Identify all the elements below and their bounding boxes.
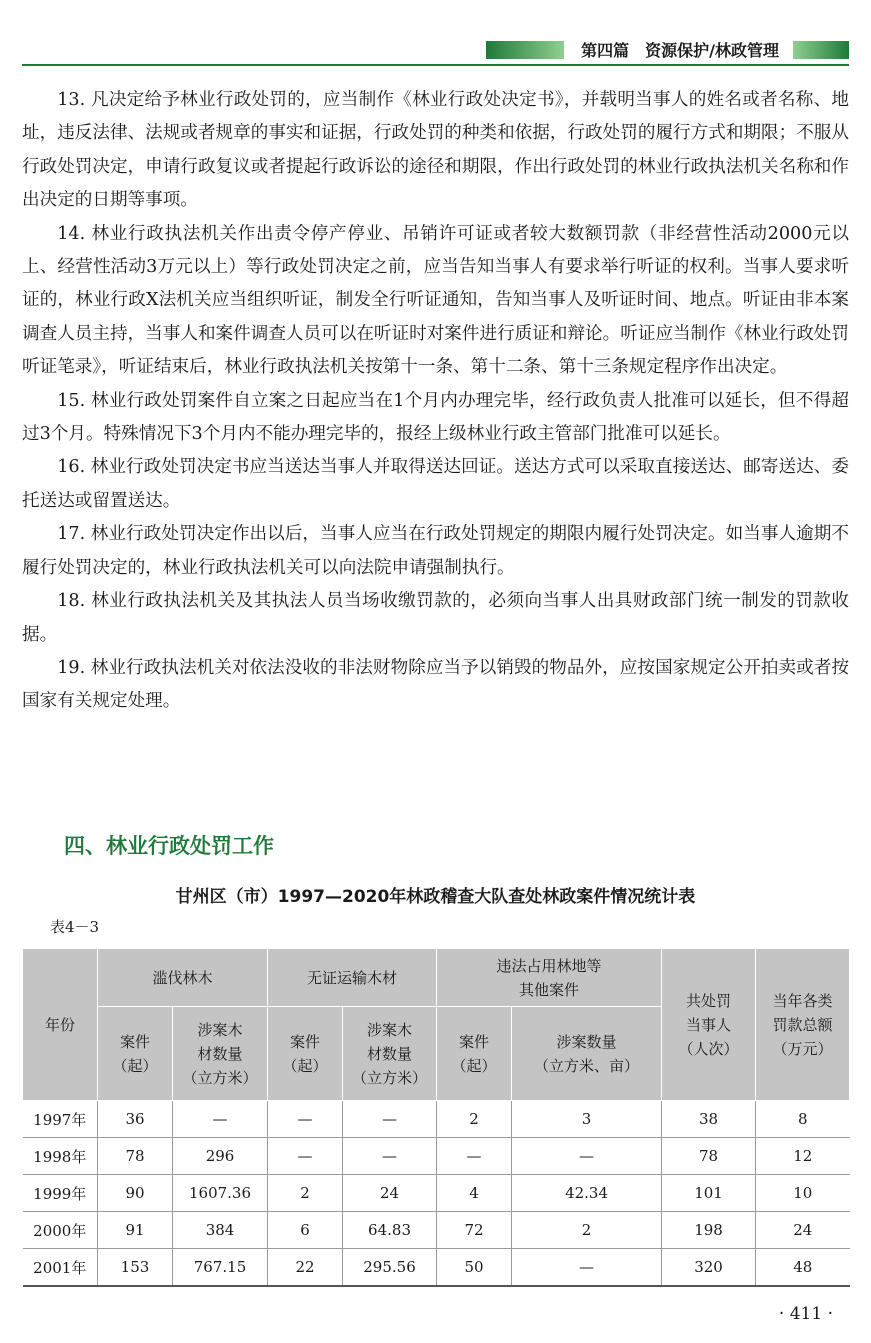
table-cell: 320 xyxy=(662,1249,756,1287)
table-cell: 296 xyxy=(173,1138,268,1175)
table-cell: 8 xyxy=(756,1101,850,1138)
header-persons: 共处罚 当事人 （人次） xyxy=(662,949,756,1101)
table-cell: 48 xyxy=(756,1249,850,1287)
table-cell: 90 xyxy=(98,1175,173,1212)
table-cell: 2001年 xyxy=(23,1249,98,1287)
header-bar-right xyxy=(793,41,849,59)
header-group-illegal-logging: 滥伐林木 xyxy=(98,949,268,1007)
table-cell: 72 xyxy=(437,1212,512,1249)
table-row xyxy=(23,1212,850,1249)
table-cell: 2 xyxy=(268,1175,343,1212)
table-cell: 2 xyxy=(437,1101,512,1138)
table-cell: 42.34 xyxy=(512,1175,662,1212)
table-cell: 38 xyxy=(662,1101,756,1138)
header-group-unlicensed-transport: 无证运输木材 xyxy=(268,949,437,1007)
table-title: 甘州区（市）1997—2020年林政稽查大队查处林政案件情况统计表 xyxy=(175,887,696,907)
table-cell: 12 xyxy=(756,1138,850,1175)
table-cell: — xyxy=(512,1138,662,1175)
table-cell: 64.83 xyxy=(343,1212,437,1249)
paragraph-17: 17. 林业行政处罚决定作出以后，当事人应当在行政处罚规定的期限内履行处罚决定。如当事人逾期不履行处罚决定的，林业行政执法机关可以向法院申请强制执行。 xyxy=(22,524,849,578)
paragraph-16: 16. 林业行政处罚决定书应当送达当事人并取得送达回证。送达方式可以采取直接送达、邮寄送达、委托送达或留置送达。 xyxy=(22,457,849,511)
table-cell: 4 xyxy=(437,1175,512,1212)
body-text xyxy=(22,84,849,719)
table-cell: — xyxy=(343,1138,437,1175)
table-cell: 1997年 xyxy=(23,1101,98,1138)
table-row xyxy=(23,1101,850,1138)
table-cell: 78 xyxy=(662,1138,756,1175)
table-cell: 24 xyxy=(343,1175,437,1212)
table-cell: 1607.36 xyxy=(173,1175,268,1212)
header-title: 第四篇 资源保护/林政管理 xyxy=(573,38,787,64)
table-label: 表4－3 xyxy=(50,918,100,936)
paragraph-18: 18. 林业行政执法机关及其执法人员当场收缴罚款的，必须向当事人出具财政部门统一制发的罚款收据。 xyxy=(22,591,849,645)
table-cell: 2000年 xyxy=(23,1212,98,1249)
table-cell: — xyxy=(512,1249,662,1287)
header-timber-1: 涉案木 材数量 （立方米） xyxy=(173,1007,268,1101)
table-row xyxy=(23,1249,850,1287)
paragraph-19: 19. 林业行政执法机关对依法没收的非法财物除应当予以销毁的物品外，应按国家规定公开拍卖或者按国家有关规定处理。 xyxy=(22,657,849,712)
table-cell: 36 xyxy=(98,1101,173,1138)
header-cases-3: 案件 （起） xyxy=(437,1007,512,1101)
table-cell: 767.15 xyxy=(173,1249,268,1287)
header-rule xyxy=(22,64,849,66)
section-heading: 四、林业行政处罚工作 xyxy=(64,834,274,858)
table-cell: 198 xyxy=(662,1212,756,1249)
table-cell: — xyxy=(268,1138,343,1175)
table-cell: 6 xyxy=(268,1212,343,1249)
header-bar-left xyxy=(486,41,564,59)
page-number: · 411 · xyxy=(778,1304,833,1324)
table-cell: 78 xyxy=(98,1138,173,1175)
table-cell: 22 xyxy=(268,1249,343,1287)
table-cell: — xyxy=(437,1138,512,1175)
header-cases-2: 案件 （起） xyxy=(268,1007,343,1101)
table-body xyxy=(23,1101,850,1287)
table-cell: 384 xyxy=(173,1212,268,1249)
header-quantity: 涉案数量 （立方米、亩） xyxy=(512,1007,662,1101)
table-cell: 1998年 xyxy=(23,1138,98,1175)
header-year: 年份 xyxy=(23,949,98,1101)
header-timber-2: 涉案木 材数量 （立方米） xyxy=(343,1007,437,1101)
page-header xyxy=(22,38,849,66)
table-cell: 91 xyxy=(98,1212,173,1249)
table-cell: 295.56 xyxy=(343,1249,437,1287)
paragraph-13: 13. 凡决定给予林业行政处罚的，应当制作《林业行政处决定书》，并载明当事人的姓名或者名称、地址，违反法律、法规或者规章的事实和证据，行政处罚的种类和依据，行政处罚的履行方式和期限；不服从行政处罚决定，申请行政复议或者提起行政诉讼的途径和期限，作出行政处罚的林业行政执法机关名称和作出决定的日期等事项。 xyxy=(22,90,849,211)
table-cell: 10 xyxy=(756,1175,850,1212)
table-row xyxy=(23,1175,850,1212)
paragraph-14: 14. 林业行政执法机关作出责令停产停业、吊销许可证或者较大数额罚款（非经营性活动2000元以上、经营性活动3万元以上）等行政处罚决定之前，应当告知当事人有要求举行听证的权利。当事人要求听证的，林业行政X法机关应当组织听证，制发全行听证通知，告知当事人及听证时间、地点。听证由非本案调查人员主持，当事人和案件调查人员可以在听证时对案件进行质证和辩论。听证应当制作《林业行政处罚听证笔录》，听证结束后，林业行政执法机关按第十一条、第十二条、第十三条规定程序作出决定。 xyxy=(22,223,849,378)
table-cell: — xyxy=(268,1101,343,1138)
table-cell: 101 xyxy=(662,1175,756,1212)
table-cell: 2 xyxy=(512,1212,662,1249)
table-cell: 153 xyxy=(98,1249,173,1287)
table-cell: — xyxy=(173,1101,268,1138)
paragraph-15: 15. 林业行政处罚案件自立案之日起应当在1个月内办理完毕，经行政负责人批准可以延长，但不得超过3个月。特殊情况下3个月内不能办理完毕的，报经上级林业行政主管部门批准可以延长。 xyxy=(22,390,849,445)
header-group-land-occupation: 违法占用林地等 其他案件 xyxy=(437,949,662,1007)
header-fines: 当年各类 罚款总额 （万元） xyxy=(756,949,850,1101)
table-cell: 3 xyxy=(512,1101,662,1138)
table-cell: 50 xyxy=(437,1249,512,1287)
table-row xyxy=(23,1138,850,1175)
stats-table xyxy=(22,948,850,1287)
header-cases-1: 案件 （起） xyxy=(98,1007,173,1101)
table-cell: 24 xyxy=(756,1212,850,1249)
table-cell: 1999年 xyxy=(23,1175,98,1212)
table-cell: — xyxy=(343,1101,437,1138)
